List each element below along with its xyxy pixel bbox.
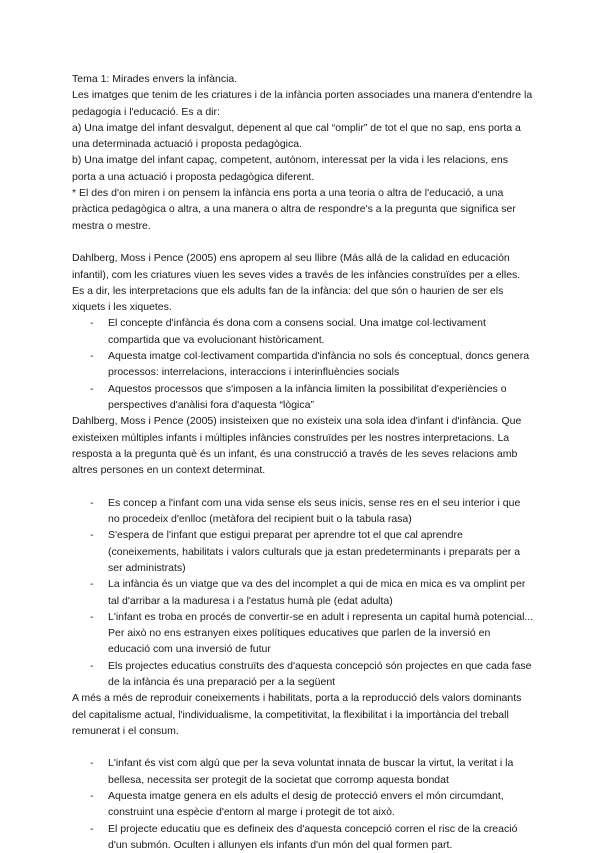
list-item: - Aquesta imatge genera en els adults el desig de protecció envers el món circumdant, construint una espècie d'entorn al marge i protegit de tot això. — [72, 788, 534, 821]
bullet-list-2 — [72, 495, 534, 691]
list-item: - Aquesta imatge col·lectivament compartida d'infància no sols és conceptual, doncs genera processos: interrelacions, interaccions i interinfluències socials — [72, 348, 534, 381]
list-item: - Aquestos processos que s'imposen a la infància limiten la possibilitat d'experiències o perspectives d'anàlisi fora d'aquesta “lògica” — [72, 381, 534, 414]
list-item: - El projecte educatiu que es defineix des d'aquesta concepció corren el risc de la creació d'un submón. Oculten i allunyen els infants d'un món del qual formen part. — [72, 821, 534, 853]
intro-paragraph: Les imatges que tenim de les criatures i de la infància porten associades una manera d'entendre la pedagogia i l'educació. Es a dir: — [72, 89, 533, 118]
intro-point-a: a) Una imatge del infant desvalgut, depenent al que cal “omplir” de tot el que no sap, ens porta a una determinada actuació i proposta pedagògica. — [72, 121, 521, 151]
bullet-list-3 — [72, 755, 534, 853]
bullet-list-1 — [72, 315, 534, 413]
list-item: - El concepte d'infància és dona com a consens social. Una imatge col·lectivament compartida que va evolucionant històricament. — [72, 315, 534, 348]
list-item: - La infància és un viatge que va des del incomplet a qui de mica en mica es va omplint per tal d'arribar a la maduresa i a l'estatus humà ple (edat adulta) — [72, 576, 534, 609]
dahlberg-paragraph-2: Dahlberg, Moss i Pence (2005) insisteixen que no existeix una sola idea d'infant i d'infància. Que existeixen múltiples infants i múltiples infàncies construïdes per les nostres interpretacions. La resposta a la pregunta què és un infant, és una construcció a través de les seves relacions amb altres persones en un context determinat. — [72, 415, 522, 477]
document-body — [72, 71, 534, 853]
list-item: - S'espera de l'infant que estigui preparat per aprendre tot el que cal aprendre (coneixements, habilitats i valors culturals que ja estan predeterminants i preparats per a ser administrats) — [72, 527, 534, 576]
intro-note: * El des d'on miren i on pensem la infància ens porta a una teoria o altra de l'educació, a una pràctica pedagògica o altra, a una manera o altra de respondre's a la pregunta que significa ser mestra o mestre. — [72, 187, 516, 232]
ames-paragraph: A més a més de reproduir coneixements i habilitats, porta a la reproducció dels valors dominants del capitalisme actual, l'individualisme, la competitivitat, la flexibilitat i la importància del treball remunerat i el consum. — [72, 692, 522, 737]
list-item: - L'infant es troba en procés de convertir-se en adult i representa un capital humà potencial... Per això no ens estranyen eixes polítiques educatives que parlen de la inversió en educació com una inversió de futur — [72, 609, 534, 658]
list-item: - Es concep a l'infant com una vida sense els seus inicis, sense res en el seu interior i que no procedeix d'enlloc (metàfora del recipient buit o la tabula rasa) — [72, 495, 534, 528]
document-title: Tema 1: Mirades envers la infància. — [72, 73, 238, 85]
intro-point-b: b) Una imatge del infant capaç, competent, autònom, interessat per la vida i les relacions, ens porta a una actuació i proposta pedagògica diferent. — [72, 154, 508, 183]
list-item: - L'infant és vist com algú que per la seva voluntat innata de buscar la virtut, la veritat i la bellesa, necessita ser protegit de la societat que corromp aquesta bondat — [72, 755, 534, 788]
list-item: - Els projectes educatius construïts des d'aquesta concepció són projectes en que cada fase de la infància és una preparació per a la següent — [72, 658, 534, 691]
dahlberg-paragraph-1: Dahlberg, Moss i Pence (2005) ens apropem al seu llibre (Más allá de la calidad en educación infantil), com les criatures viuen les seves vides a través de les infàncies construïdes per a elles. Es a dir, les interpretacions que els adults fan de la infància: del que són o haurien de ser els xiquets i les xiquetes. — [72, 252, 521, 314]
